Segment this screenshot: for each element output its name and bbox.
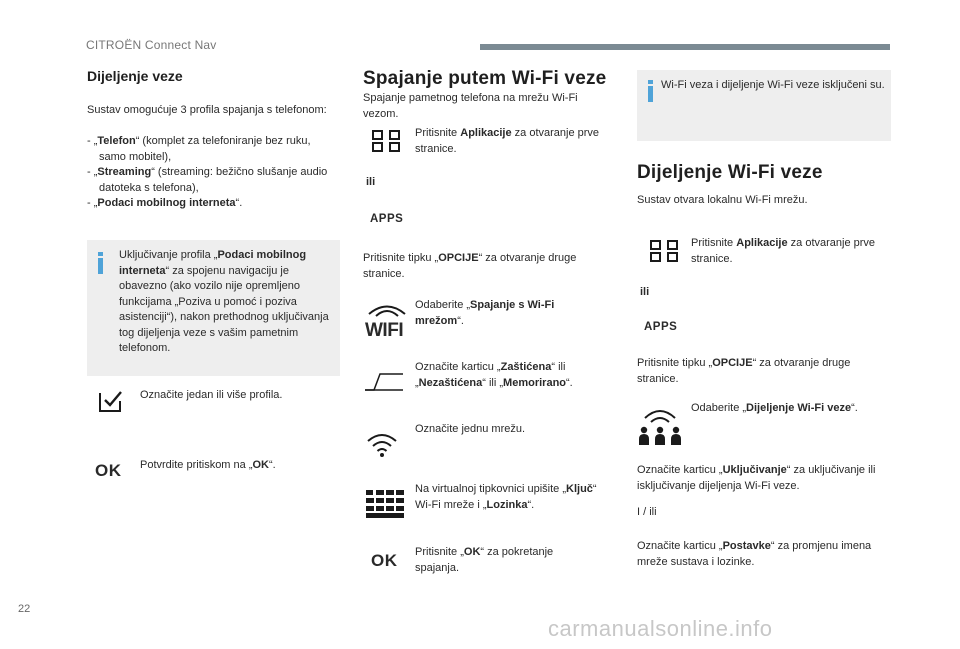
step-select-wifi-sharing: Odaberite „Dijeljenje Wi-Fi veze“. [691, 402, 858, 414]
keyboard-icon [366, 490, 404, 518]
info-text: Wi-Fi veza i dijeljenje Wi-Fi veze isključeni su. [661, 79, 885, 91]
list-item: - „Telefon“ (komplet za telefoniranje bez ruku, samo mobitel), [87, 135, 311, 163]
wifi-signal-icon [366, 432, 398, 458]
info-icon [645, 80, 657, 102]
tab-shape-icon [364, 372, 404, 392]
section-heading-dijeljenje-wifi: Dijeljenje Wi-Fi veze [637, 162, 823, 183]
profile-list [87, 134, 332, 212]
step-options: Pritisnite tipku „OPCIJE“ za otvaranje druge stranice. [363, 252, 577, 280]
step-toggle-sharing: Označite karticu „Uključivanje“ za uključivanje ili isključivanje dijeljenja Wi-Fi veze. [637, 464, 876, 492]
step-options: Pritisnite tipku „OPCIJE“ za otvaranje druge stranice. [637, 357, 851, 385]
apps-grid-icon [650, 240, 678, 262]
step-enter-key: Na virtualnoj tipkovnici upišite „Ključ“ Wi-Fi mreže i „Lozinka“. [415, 483, 597, 511]
section-intro: Spajanje pametnog telefona na mrežu Wi-Fi vezom. [363, 92, 578, 120]
wifi-label-icon: WIFI [365, 320, 404, 341]
info-icon [95, 252, 107, 274]
info-text: Uključivanje profila „Podaci mobilnog interneta“ za spojenu navigaciju je obavezno (ako vozilo nije opremljeno funkcijama „Poziva u pomoć i poziva asistenciji“), nakon prethodnog uključivanja tog dijeljenja veze s vašim pametnim telefonom. [119, 249, 329, 354]
section-intro: Sustav omogućuje 3 profila spajanja s telefonom: [87, 104, 327, 116]
step-confirm-ok: Potvrdite pritiskom na „OK“. [140, 459, 276, 471]
step-open-apps: Pritisnite Aplikacije za otvaranje prve stranice. [691, 237, 876, 265]
section-intro: Sustav otvara lokalnu Wi-Fi mrežu. [637, 194, 808, 206]
list-item: - „Podaci mobilnog interneta“. [87, 197, 243, 209]
or-label: ili [640, 286, 650, 298]
document-header-title: CITROËN Connect Nav [86, 38, 217, 52]
apps-key-icon: APPS [370, 213, 404, 225]
ok-button-icon: OK [95, 461, 122, 480]
section-heading-dijeljenje-veze: Dijeljenje veze [87, 68, 183, 84]
page-number: 22 [18, 603, 31, 615]
apps-grid-icon [372, 130, 400, 152]
wifi-waves-icon [366, 301, 408, 317]
step-select-profiles: Označite jedan ili više profila. [140, 389, 283, 401]
step-start-connection: Pritisnite „OK“ za pokretanje spajanja. [415, 546, 554, 574]
info-box [87, 240, 340, 376]
and-or-label: I / ili [637, 506, 657, 518]
step-select-wifi-connection: Odaberite „Spajanje s Wi-Fi mrežom“. [415, 299, 555, 327]
step-open-apps: Pritisnite Aplikacije za otvaranje prve stranice. [415, 127, 600, 155]
list-item: - „Streaming“ (streaming: bežično slušanje audio datoteka s telefona), [87, 166, 328, 194]
section-heading-wifi-spajanje: Spajanje putem Wi-Fi veze [363, 68, 607, 89]
step-select-tab: Označite karticu „Zaštićena“ ili „Nezaštićena“ ili „Memorirano“. [415, 361, 573, 389]
info-box [637, 70, 891, 141]
header-divider-bar [480, 44, 890, 50]
checkbox-check-icon [98, 389, 124, 413]
apps-key-icon: APPS [644, 321, 678, 333]
wifi-sharing-icon [639, 406, 681, 446]
step-settings: Označite karticu „Postavke“ za promjenu imena mreže sustava i lozinke. [637, 540, 872, 568]
ok-button-icon: OK [371, 551, 398, 570]
watermark: carmanualsonline.info [548, 616, 773, 641]
or-label: ili [366, 176, 376, 188]
step-select-network: Označite jednu mrežu. [415, 423, 526, 435]
